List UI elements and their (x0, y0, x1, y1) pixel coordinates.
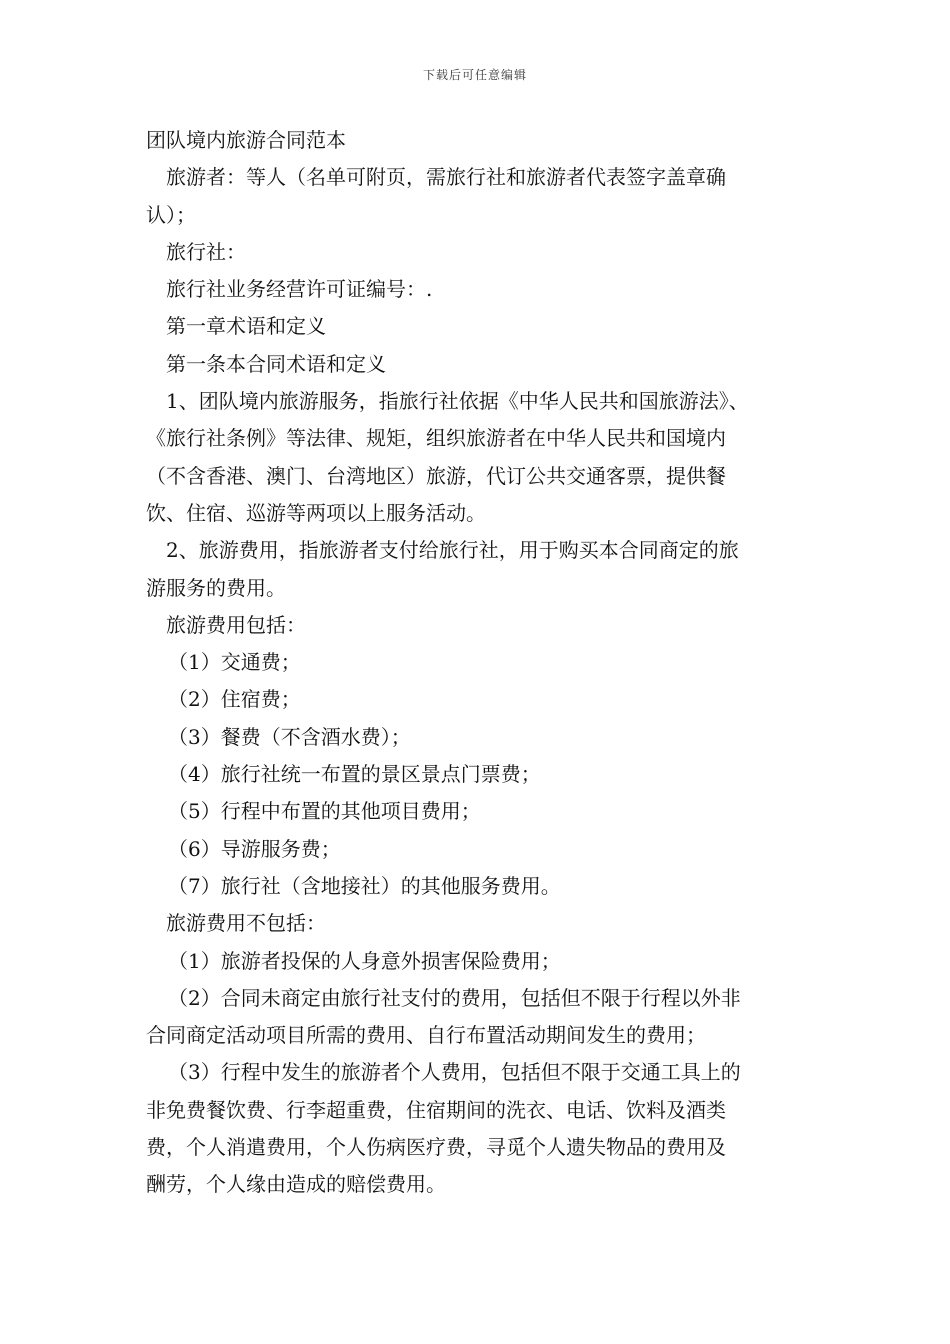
paragraph-line: 非免费餐饮费、行李超重费，住宿期间的洗衣、电话、饮料及酒类 (146, 1097, 726, 1122)
list-item: （3）餐费（不含酒水费）； (168, 724, 411, 749)
paragraph-line: 旅游费用包括： (166, 612, 306, 637)
list-item: （4）旅行社统一布置的景区景点门票费； (168, 762, 541, 787)
paragraph-line: 《旅行社条例》等法律、规矩，组织旅游者在中华人民共和国境内 (146, 426, 726, 451)
paragraph-line: 饮、住宿、巡游等两项以上服务活动。 (146, 500, 486, 525)
article-heading: 第一条本合同术语和定义 (166, 351, 386, 376)
paragraph-line: 旅游者：等人（名单可附页，需旅行社和旅游者代表签字盖章确 (166, 165, 726, 190)
list-item: （6）导游服务费； (168, 836, 341, 861)
list-item: （1）旅游者投保的人身意外损害保险费用； (168, 948, 561, 973)
paragraph-line: （不含香港、澳门、台湾地区）旅游，代订公共交通客票，提供餐 (146, 463, 726, 488)
list-item: （2）合同未商定由旅行社支付的费用，包括但不限于行程以外非 (168, 985, 741, 1010)
paragraph-line: 酬劳，个人缘由造成的赔偿费用。 (146, 1172, 446, 1197)
paragraph-line: 游服务的费用。 (146, 575, 286, 600)
list-item: （2）住宿费； (168, 687, 301, 712)
paragraph-line: 旅行社业务经营许可证编号：. (166, 277, 433, 302)
paragraph-line: 费，个人消遣费用，个人伤病医疗费，寻觅个人遗失物品的费用及 (146, 1135, 726, 1160)
paragraph-line: 认）； (146, 202, 196, 227)
paragraph-line: 2、旅游费用，指旅游者支付给旅行社，用于购买本合同商定的旅 (166, 538, 739, 563)
document-body (146, 122, 826, 1204)
list-item: （1）交通费； (168, 650, 301, 675)
paragraph-line: 旅行社： (166, 239, 246, 264)
list-item: （7）旅行社（含地接社）的其他服务费用。 (168, 873, 561, 898)
list-item: （3）行程中发生的旅游者个人费用，包括但不限于交通工具上的 (168, 1060, 741, 1085)
paragraph-line: 旅游费用不包括： (166, 911, 326, 936)
chapter-heading: 第一章术语和定义 (166, 314, 326, 339)
list-item: （5）行程中布置的其他项目费用； (168, 799, 481, 824)
document-title: 团队境内旅游合同范本 (146, 128, 346, 152)
paragraph-line: 合同商定活动项目所需的费用、自行布置活动期间发生的费用； (146, 1023, 706, 1048)
page-header: 下载后可任意编辑 (422, 68, 527, 82)
paragraph-line: 1、团队境内旅游服务，指旅行社依据《中华人民共和国旅游法》、 (166, 389, 749, 414)
